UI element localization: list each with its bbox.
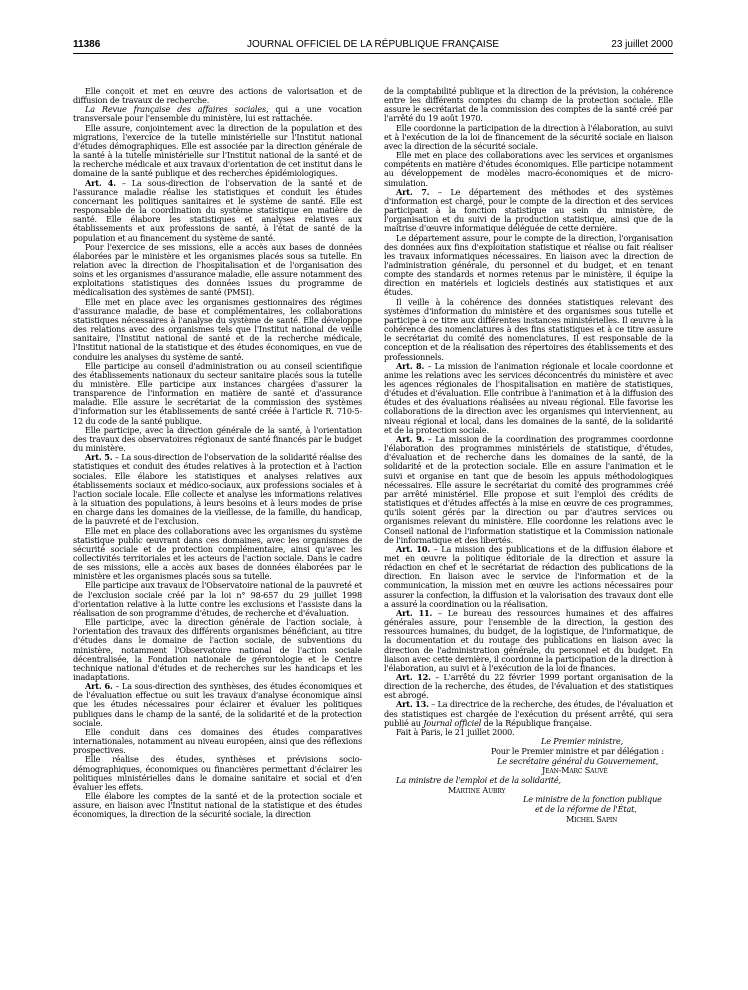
article-label: Art. 6. — [85, 681, 113, 692]
paragraph — [73, 728, 362, 755]
paragraph-text: Elle participe aux travaux de l'Observatoire national de la pauvreté et de l'exclusion sociale créé par la loi n° 98-657 du 29 juillet 1998 d'orientation relative à la lutte contre les exclusions et l'assiste dans la réalisation de son programme d'études, de recherche et d'évaluation. — [73, 580, 362, 618]
article-label: Art. 4. — [85, 177, 116, 188]
paragraph-text: de la comptabilité publique et la direction de la prévision, la cohérence entre les différents comptes du champ de la protection sociale. Elle assure le secrétariat de la commission des comptes de la santé créé par l'arrêté du 19 août 1970. — [384, 87, 673, 124]
paragraph — [384, 298, 673, 362]
paragraph-text: – La mission de l'animation régionale et locale coordonne et anime les relations avec les services déconcentrés du ministère et avec les agences régionales de l'hospitalisation en matière de statistiques, d'études et d'évaluation. Elle contribue à l'animation et à la diffusion des études et des évaluations réalisées au niveau régional. Elle favorise les collaborations de la direction avec les organismes qui interviennent, au niveau régional et local, dans les domaines de la santé, de la solidarité et de la protection sociale. — [384, 360, 673, 435]
signature-name-sauve: Jean-Marc Sauvé — [542, 765, 608, 776]
paragraph — [73, 792, 362, 819]
page-number: 11386 — [73, 39, 101, 50]
paragraph — [73, 755, 362, 792]
article-paragraph — [384, 609, 673, 673]
right-column-paragraphs — [384, 87, 673, 737]
paragraph — [384, 728, 673, 737]
paragraph-text: – Le département des méthodes et des systèmes d'information est chargé, pour le compte de la direction et des services participant à la fonction statistique au sein du ministère, de l'organisation et du suivi de la production statistique, ainsi que de la maîtrise d'œuvre informatique déléguée de cette dernière. — [384, 186, 673, 234]
paragraph — [73, 426, 362, 453]
paragraph-text: Elle met en place des collaborations avec les services et organismes compétents en matière d'études économiques. Elle participe notamment au développement de modèles macro-économiques et de micro-simulation. — [384, 150, 673, 188]
paragraph-text: qui a une vocation transversale pour l'ensemble du ministère, lui est rattachée. — [73, 104, 362, 124]
article-label: Art. 9. — [396, 433, 425, 444]
signature-block — [384, 737, 673, 824]
paragraph — [73, 618, 362, 682]
paragraph-text: Le département assure, pour le compte de la direction, l'organisation des données aux fins d'exploitation statistique et réalise ou fait réaliser les travaux informatiques nécessaires. En liaison avec la direction de l'administration générale, du personnel et du budget, et en tenant compte des standards et normes retenus par le ministère, il équipe la direction en matériels et logiciels destinés aux statistiques et aux études. — [384, 232, 673, 298]
signature-title-secretaire-general: Le secrétaire général du Gouvernement, — [497, 755, 659, 766]
article-label: Art. 11. — [396, 607, 433, 618]
paragraph-text: Elle coordonne la participation de la direction à l'élaboration, au suivi et à l'exécution de la loi de financement de la sécurité sociale en liaison avec la direction de la sécurité sociale. — [384, 122, 673, 151]
paragraph — [73, 527, 362, 582]
article-paragraph — [73, 179, 362, 243]
paragraph-text: Elle réalise des études, synthèses et prévisions socio-démographiques, économiques ou financières permettant d'éclairer les politiques ministérielles dans le domaine sanitaire et social et d'en évaluer les effets. — [73, 754, 362, 792]
paragraph-text: – La sous-direction de l'observation de la santé et de l'assurance maladie réalise les statistiques et conduit les études concernant les politiques sanitaires et le système de santé. Elle est responsable de la coordination du système statistique en matière de santé. Elle élabore les statistiques et analyses relatives aux établissements et aux professions de santé, à l'état de santé de la population et au financement du système de santé. — [73, 177, 362, 243]
header-rule — [73, 53, 673, 54]
paragraph — [384, 124, 673, 151]
signature-title-premier-ministre: Le Premier ministre, — [541, 736, 624, 747]
paragraph-text: Elle met en place des collaborations avec les organismes du système statistique public œuvrant dans ces domaines, avec les organismes de sécurité sociale et de protection complémentaire, ainsi qu'avec les collectivités territoriales et les acteurs de l'action sociale. Dans le cadre de ses missions, elle a accès aux bases de données élaborées par le ministère et les organismes placés sous sa tutelle. — [73, 525, 362, 582]
article-paragraph — [384, 188, 673, 234]
paragraph — [384, 234, 673, 298]
page-header — [73, 37, 673, 53]
article-label: Art. 7. — [396, 186, 430, 197]
paragraph-text: de la République française. — [481, 717, 592, 728]
paragraph — [73, 298, 362, 362]
article-paragraph — [384, 545, 673, 609]
signature-title-reforme-etat: et de la réforme de l'État, — [535, 804, 637, 815]
paragraph-text: Elle conçoit et met en œuvre des actions de valorisation et de diffusion de travaux de recherche. — [73, 87, 362, 106]
article-label: Art. 5. — [85, 452, 113, 463]
article-label: Art. 10. — [396, 543, 431, 554]
paragraph-text: – La mission des publications et de la diffusion élabore et met en œuvre la politique éditoriale de la direction et assure la rédaction en chef et le secrétariat de rédaction des publications de la direction. En liaison avec le service de l'information et de la communication, la mission met en œuvre les actions nécessaires pour assurer la confection, la diffusion et la valorisation des travaux dont elle a assuré la coordination ou la réalisation. — [384, 543, 673, 609]
paragraph-text: Pour l'exercice de ses missions, elle a accès aux bases de données élaborées par le ministère et les organismes placés sous sa tutelle. En relation avec la direction de l'hospitalisation et de l'organisation des soins et les organismes d'assurance maladie, elle assure notamment des exploitations statistiques des données issues du programme de médicalisation des systèmes de santé (PMSI). — [73, 241, 362, 298]
italic-title: Journal officiel — [423, 717, 482, 728]
article-paragraph — [384, 700, 673, 727]
article-paragraph — [73, 453, 362, 526]
publication-date: 23 juillet 2000 — [611, 39, 673, 50]
article-paragraph — [384, 435, 673, 545]
paragraph-text: – La sous-direction de l'observation de la solidarité réalise des statistiques et conduit des études relatives à la protection et à l'action sociales. Elle élabore les statistiques et analyses relatives aux établissements sociaux et médico-sociaux, aux professions sociales et à l'action sociale locale. Elle collecte et analyse les informations relatives à la situation des populations, à leurs besoins et à leurs modes de prise en charge dans les domaines de la vieillesse, de la famille, du handicap, de la pauvreté et de l'exclusion. — [73, 452, 362, 527]
paragraph-text: Elle conduit dans ces domaines des études comparatives internationales, notamment au niveau européen, ainsi que des réflexions prospectives. — [73, 726, 362, 756]
paragraph — [384, 87, 673, 124]
paragraph — [73, 124, 362, 179]
paragraph-text: – La sous-direction des synthèses, des études économiques et de l'évaluation effectue ou suit les travaux d'analyse économique ainsi que les études nécessaires pour éclairer et évaluer les politiques publiques dans le champ de la santé, de la solidarité et de la protection sociale. — [73, 681, 362, 728]
paragraph-text: – L'arrêté du 22 février 1999 portant organisation de la direction de la recherche, des études, de l'évaluation et des statistiques est abrogé. — [384, 672, 673, 701]
article-paragraph — [384, 673, 673, 700]
paragraph-text: Elle met en place avec les organismes gestionnaires des régimes d'assurance maladie, de base et complémentaires, les collaborations statistiques nécessaires à l'analyse du système de santé. Elle développe des relations avec des organismes tels que l'Institut national de veille sanitaire, l'Institut national de santé et de la recherche médicale, l'Institut national de la statistique et des études économiques, en vue de conduire les analyses du système de santé. — [73, 296, 362, 362]
paragraph-text: – La mission de la coordination des programmes coordonne l'élaboration des programmes ministériels de statistique, d'études, d'évaluation et de recherche dans les domaines de la santé, de la solidarité et de la protection sociale. Elle en assure l'animation et le suivi et organise en tant que de besoin les appuis méthodologiques nécessaires. Elle assure le secrétariat du comité des programmes créé par arrêté ministériel. Elle propose et suit l'emploi des crédits de statistiques et d'études affectés à la mise en œuvre de ces programmes, qu'ils soient gérés par la direction ou par d'autres services ou organismes relevant du ministère. Elle coordonne les relations avec le Conseil national de l'information statistique et la Commission nationale de l'informatique et des libertés. — [384, 433, 673, 545]
article-label: Art. 8. — [396, 360, 425, 371]
paragraph — [73, 362, 362, 426]
signature-title-ministre-fonction-publique: Le ministre de la fonction publique — [523, 794, 662, 805]
paragraph-text: Elle élabore les comptes de la santé et de la protection sociale et assure, en liaison avec l'Institut national de la statistique et des études économiques, la direction de la sécurité sociale, la direction — [73, 791, 362, 820]
paragraph — [384, 151, 673, 188]
paragraph — [73, 87, 362, 105]
signature-name-aubry: Martine Aubry — [448, 784, 506, 795]
paragraph-text: – La directrice de la recherche, des études, de l'évaluation et des statistiques est chargée de l'exécution du présent arrêté, qui sera publié au — [384, 699, 673, 728]
signature-title-ministre-emploi: La ministre de l'emploi et de la solidarité, — [396, 774, 561, 785]
paragraph-text: – Le bureau des ressources humaines et des affaires générales assure, pour l'ensemble de la direction, la gestion des ressources humaines, du budget, de la logistique, de l'informatique, de la documentation et du routage des publications en liaison avec la direction de l'administration générale, du personnel et du budget. En liaison avec cette dernière, il coordonne la participation de la direction à l'élaboration, au suivi et à l'exécution de la loi de finances. — [384, 607, 673, 673]
paragraph — [73, 105, 362, 123]
paragraph — [73, 243, 362, 298]
paragraph-text: Elle participe, avec la direction générale de la santé, à l'orientation des travaux des observatoires régionaux de santé financés par le budget du ministère. — [73, 424, 362, 454]
right-column — [384, 87, 673, 977]
paragraph-text: Elle participe au conseil d'administration ou au conseil scientifique des établissements nationaux du secteur sanitaire placés sous la tutelle du ministère. Elle participe aux instances chargées d'assurer la transparence de l'information en matière de santé et d'assurance maladie. Elle assure le secrétariat de la commission des systèmes d'information sur les établissements de santé créée à l'article R. 710-5-12 du code de la santé publique. — [73, 360, 362, 426]
paragraph-text: Fait à Paris, le 21 juillet 2000. — [396, 726, 515, 737]
article-paragraph — [73, 682, 362, 728]
italic-title: La Revue française des affaires sociales, — [85, 104, 269, 115]
paragraph — [73, 581, 362, 618]
paragraph-text: Elle assure, conjointement avec la direction de la population et des migrations, l'exercice de la tutelle ministérielle sur l'Institut national d'études démographiques. Elle est associée par la direction générale de la santé à la tutelle ministérielle sur l'Institut national de la santé et de la recherche médicale et aux travaux d'orientation de cet institut dans le domaine de la santé publique et des recherches épidémiologiques. — [73, 122, 362, 179]
article-label: Art. 12. — [396, 672, 431, 682]
article-label: Art. 13. — [396, 699, 429, 710]
paragraph-text: Elle participe, avec la direction générale de l'action sociale, à l'orientation des travaux des différents organismes bénéficiant, au titre d'études dans le domaine de l'action sociale, de subventions du ministère, notamment l'Observatoire national de l'action sociale décentralisée, la Fondation nationale de gérontologie et le Centre technique national d'études et de recherches sur les handicaps et les inadaptations. — [73, 617, 362, 682]
signature-name-sapin: Michel Sapin — [566, 813, 618, 824]
article-paragraph — [384, 362, 673, 435]
left-column — [73, 87, 362, 977]
journal-title: JOURNAL OFFICIEL DE LA RÉPUBLIQUE FRANÇAISE — [246, 39, 500, 50]
paragraph-text: Il veille à la cohérence des données statistiques relevant des systèmes d'information du ministère et des organismes sous tutelle et participe à ce titre aux différentes instances ministérielles. Il œuvre à la cohérence des nomenclatures à des fins statistiques et à ce titre assure le secrétariat du comité des nomenclatures. Il est responsable de la conception et de la réalisation des répertoires des établissements et des professionnels. — [384, 296, 673, 362]
signature-delegation: Pour le Premier ministre et par délégation : — [491, 745, 664, 756]
